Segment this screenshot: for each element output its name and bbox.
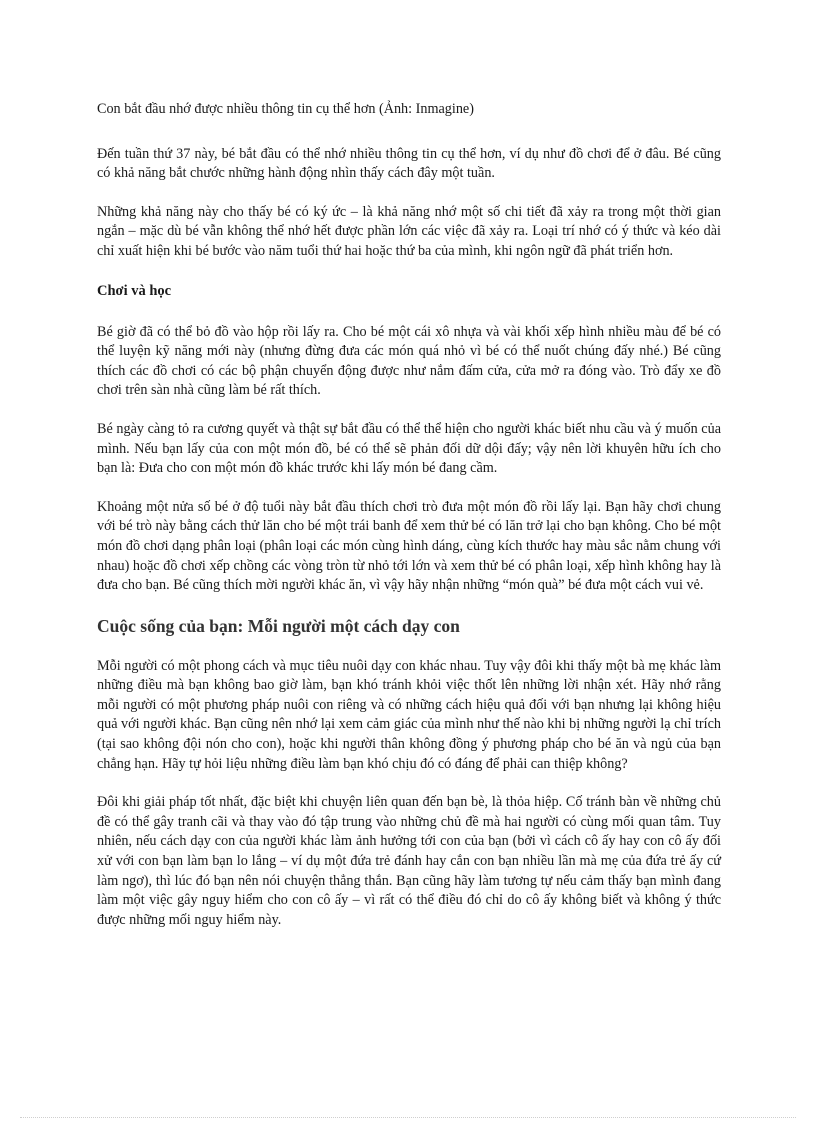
play-paragraph-1: Bé giờ đã có thể bỏ đồ vào hộp rồi lấy ra. Cho bé một cái xô nhựa và vài khối xếp hình nhiều màu để bé có thể luyện kỹ năng mới này (nhưng đừng đưa các món quá nhỏ vì bé có thể nuốt chúng đấy nhé.) Bé cũng thích các đồ chơi có các bộ phận chuyển động được như nắm đấm cửa, cửa mở ra đóng vào. Trò đẩy xe đồ chơi trên sàn nhà cũng làm bé rất thích. [97,323,721,399]
document-page [97,100,721,949]
play-paragraph-2: Bé ngày càng tỏ ra cương quyết và thật sự bắt đầu có thể thể hiện cho người khác biết nhu cầu và ý muốn của mình. Nếu bạn lấy của con một món đồ, bé có thể sẽ phản đối dữ dội đấy; vậy nên lời khuyên hữu ích cho bạn là: Đưa cho con một món đồ khác trước khi lấy món bé đang cầm. [97,420,721,477]
play-paragraph-3: Khoảng một nửa số bé ở độ tuổi này bắt đầu thích chơi trò đưa một món đồ rồi lấy lại. Bạn hãy chơi chung với bé trò này bằng cách thử lăn cho bé một trái banh để xem thử bé có lăn trở lại cho bạn không. Cho bé một món đồ chơi dạng phân loại (phân loại các món cùng hình dáng, cùng kích thước hay màu sắc nằm chung với nhau) hoặc đồ chơi xếp chồng các vòng tròn từ nhỏ tới lớn và xem thử bé có phân loại, xếp hình không hay là đưa cho bạn. Bé cũng thích mời người khác ăn, vì vậy hãy nhận những “món quà” bé đưa một cách vui vẻ. [97,498,721,594]
image-caption: Con bắt đầu nhớ được nhiều thông tin cụ thể hơn (Ảnh: Inmagine) [97,101,474,117]
section-heading-play-and-learn: Chơi và học [97,282,172,299]
section-heading-your-life: Cuộc sống của bạn: Mỗi người một cách dạy con [97,615,460,636]
life-paragraph-1: Mỗi người có một phong cách và mục tiêu nuôi dạy con khác nhau. Tuy vậy đôi khi thấy một bà mẹ khác làm những điều mà bạn không bao giờ làm, bạn khó tránh khỏi việc thốt lên những lời nhận xét. Hãy nhớ rằng mỗi người có một phương pháp nuôi con riêng và có những cách hiệu quả đối với bạn nhưng lại không hiệu quả với người khác. Bạn cũng nên nhớ lại xem cảm giác của mình như thế nào khi bị những người lạ chỉ trích (tại sao không đội nón cho con), hoặc khi người thân không đồng ý phương pháp cho bé ăn và ngủ của bạn chẳng hạn. Hãy tự hỏi liệu những điều làm bạn khó chịu đó có đáng để phải can thiệp không? [97,657,721,772]
intro-paragraph-2: Những khả năng này cho thấy bé có ký ức – là khả năng nhớ một số chi tiết đã xảy ra trong một thời gian ngắn – mặc dù bé vẫn không thể nhớ hết được phần lớn các việc đã xảy ra. Loại trí nhớ có ý thức và kéo dài chỉ xuất hiện khi bé bước vào năm tuổi thứ hai hoặc thứ ba của mình, khi ngôn ngữ đã phát triển hơn. [97,203,721,259]
intro-paragraph-1: Đến tuần thứ 37 này, bé bắt đầu có thể nhớ nhiều thông tin cụ thể hơn, ví dụ như đồ chơi để ở đâu. Bé cũng có khả năng bắt chước những hành động nhìn thấy cách đây một tuần. [97,145,721,182]
page-bottom-divider [20,1117,796,1118]
life-paragraph-2: Đôi khi giải pháp tốt nhất, đặc biệt khi chuyện liên quan đến bạn bè, là thỏa hiệp. Cố tránh bàn về những chủ đề có thể gây tranh cãi và thay vào đó tập trung vào những chủ đề mà hai người có cùng mối quan tâm. Tuy nhiên, nếu cách dạy con của người khác làm ảnh hưởng tới con của bạn (bởi vì cách cô ấy hay con cô ấy đối xử với con bạn làm bạn lo lắng – ví dụ một đứa trẻ đánh hay cắn con bạn nhiều lần mà mẹ của đứa trẻ ấy cứ làm ngơ), thì lúc đó bạn nên nói chuyện thẳng thắn. Bạn cũng hãy làm tương tự nếu cảm thấy bạn mình đang làm một việc gây nguy hiểm cho con cô ấy – vì rất có thể điều đó chỉ do cô ấy không biết và không ý thức được những mối nguy hiểm này. [97,794,721,928]
